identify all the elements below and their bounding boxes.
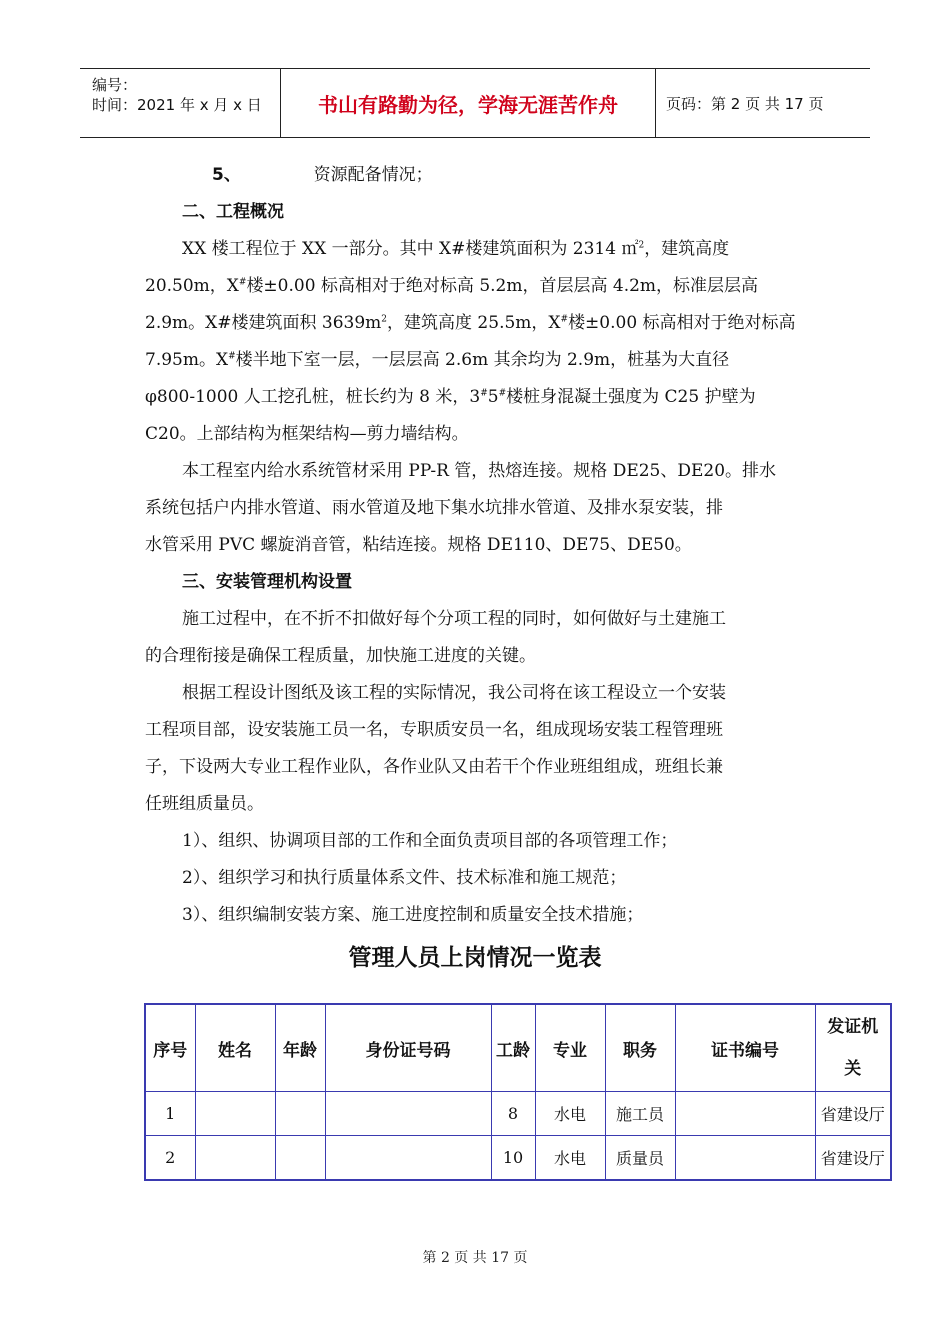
doc-date-label: 时间：2021 年 x 月 x 日 xyxy=(92,96,262,114)
p1-l3b: ，建筑高度 25.5m，X xyxy=(387,313,561,333)
header-cell xyxy=(815,1004,891,1092)
list-item-3: 3）、组织编制安装方案、施工进度控制和质量安全技术措施； xyxy=(182,905,644,925)
table-cell xyxy=(275,1092,325,1136)
table-cell: 水电 xyxy=(535,1136,605,1181)
p1-l3a: 2.9m。X#楼建筑面积 3639m xyxy=(145,313,382,333)
item-5 xyxy=(212,160,433,185)
header-page-number: 页码：第 2 页 共 17 页 xyxy=(666,94,824,113)
table-cell: 水电 xyxy=(535,1092,605,1136)
p1-l5b: 5 xyxy=(487,387,499,407)
paragraph-2-line-2: 系统包括户内排水管道、雨水管道及地下集水坑排水管道、及排水泵安装，排 xyxy=(145,498,723,518)
item-5-number: 5、 xyxy=(212,165,241,185)
paragraph-1-line-4 xyxy=(145,345,729,370)
p1-l5-sup2: # xyxy=(498,388,507,399)
paragraph-4-line-4: 任班组质量员。 xyxy=(145,794,264,814)
p1-l5c: 楼桩身混凝土强度为 C25 护壁为 xyxy=(506,387,756,407)
header-cell: 专业 xyxy=(535,1004,605,1092)
p1-l3-sup2: # xyxy=(560,314,569,325)
page-footer: 第 2 页 共 17 页 xyxy=(422,1250,528,1266)
table-cell xyxy=(325,1092,491,1136)
table-cell xyxy=(275,1136,325,1181)
p1-l1b: ，建筑高度 xyxy=(644,239,730,259)
table-cell xyxy=(195,1092,275,1136)
p1-l4-sup: # xyxy=(228,351,236,362)
paragraph-2-line-3: 水管采用 PVC 螺旋消音管，粘结连接。规格 DE110、DE75、DE50。 xyxy=(145,535,692,555)
doc-number-label: 编号： xyxy=(92,76,138,94)
list-item-1: 1）、组织、协调项目部的工作和全面负责项目部的各项管理工作； xyxy=(182,831,678,851)
header-cell: 工龄 xyxy=(491,1004,535,1092)
table-cell xyxy=(675,1092,815,1136)
table-cell: 1 xyxy=(145,1092,195,1136)
header-cell: 身份证号码 xyxy=(325,1004,491,1092)
header-cell: 序号 xyxy=(145,1004,195,1092)
header-motto: 书山有路勤为径，学海无涯苦作舟 xyxy=(280,69,656,137)
table-cell: 省建设厅 xyxy=(815,1092,891,1136)
paragraph-1-line-6: C20。上部结构为框架结构—剪力墙结构。 xyxy=(145,424,469,444)
paragraph-1-line-2 xyxy=(145,271,758,296)
table-cell xyxy=(675,1136,815,1181)
p1-l5-sup: # xyxy=(480,388,488,399)
p1-l4b: 楼半地下室一层，一层层高 2.6m 其余均为 2.9m，桩基为大直径 xyxy=(235,350,730,370)
header-cell: 职务 xyxy=(605,1004,675,1092)
p1-l4a: 7.95m。X xyxy=(145,350,229,370)
staff-table xyxy=(144,1003,892,1181)
paragraph-2-line-1: 本工程室内给水系统管材采用 PP-R 管，热熔连接。规格 DE25、DE20。排水 xyxy=(182,461,777,481)
section-2-title: 二、工程概况 xyxy=(182,202,284,222)
table-cell xyxy=(325,1136,491,1181)
list-item-2: 2）、组织学习和执行质量体系文件、技术标准和施工规范； xyxy=(182,868,627,888)
table-cell: 2 xyxy=(145,1136,195,1181)
p1-l1-sup: 2 xyxy=(638,240,645,251)
p1-l3-sup: 2 xyxy=(381,314,388,325)
table-cell: 施工员 xyxy=(605,1092,675,1136)
header-last-line-2: 关 xyxy=(844,1059,862,1079)
table-cell: 省建设厅 xyxy=(815,1136,891,1181)
table-cell: 10 xyxy=(491,1136,535,1181)
paragraph-3-line-1: 施工过程中，在不折不扣做好每个分项工程的同时，如何做好与土建施工 xyxy=(182,609,726,629)
header-cell: 年龄 xyxy=(275,1004,325,1092)
p1-l3c: 楼±0.00 标高相对于绝对标高 xyxy=(568,313,796,333)
paragraph-1-line-5 xyxy=(145,382,756,407)
paragraph-1-line-1 xyxy=(182,234,729,259)
paragraph-4-line-3: 子，下设两大专业工程作业队，各作业队又由若干个作业班组组成，班组长兼 xyxy=(145,757,723,777)
table-row xyxy=(145,1136,891,1181)
header-meta xyxy=(80,69,280,137)
header-cell: 证书编号 xyxy=(675,1004,815,1092)
table-title: 管理人员上岗情况一览表 xyxy=(348,945,602,971)
p1-l2a: 20.50m，X xyxy=(145,276,239,296)
paragraph-4-line-1: 根据工程设计图纸及该工程的实际情况，我公司将在该工程设立一个安装 xyxy=(182,683,726,703)
header-last-line-1: 发证机 xyxy=(827,1017,879,1037)
section-3-title: 三、安装管理机构设置 xyxy=(182,572,352,592)
p1-l5a: φ800-1000 人工挖孔桩，桩长约为 8 米，3 xyxy=(145,387,481,407)
table-cell: 8 xyxy=(491,1092,535,1136)
table-cell: 质量员 xyxy=(605,1136,675,1181)
p1-l2-sup: # xyxy=(238,277,247,288)
table-header-row xyxy=(145,1004,891,1092)
paragraph-4-line-2: 工程项目部，设安装施工员一名，专职质安员一名，组成现场安装工程管理班 xyxy=(145,720,723,740)
paragraph-3-line-2: 的合理衔接是确保工程质量，加快施工进度的关键。 xyxy=(145,646,536,666)
paragraph-1-line-3 xyxy=(145,308,796,333)
p1-l2b: 楼±0.00 标高相对于绝对标高 5.2m，首层层高 4.2m，标准层层高 xyxy=(246,276,759,296)
table-cell xyxy=(195,1136,275,1181)
header-cell: 姓名 xyxy=(195,1004,275,1092)
table-row xyxy=(145,1092,891,1136)
p1-l1a: XX 楼工程位于 XX 一部分。其中 X#楼建筑面积为 2314 ㎡ xyxy=(182,239,639,259)
item-5-text: 资源配备情况； xyxy=(313,165,433,185)
page-header xyxy=(80,68,870,138)
